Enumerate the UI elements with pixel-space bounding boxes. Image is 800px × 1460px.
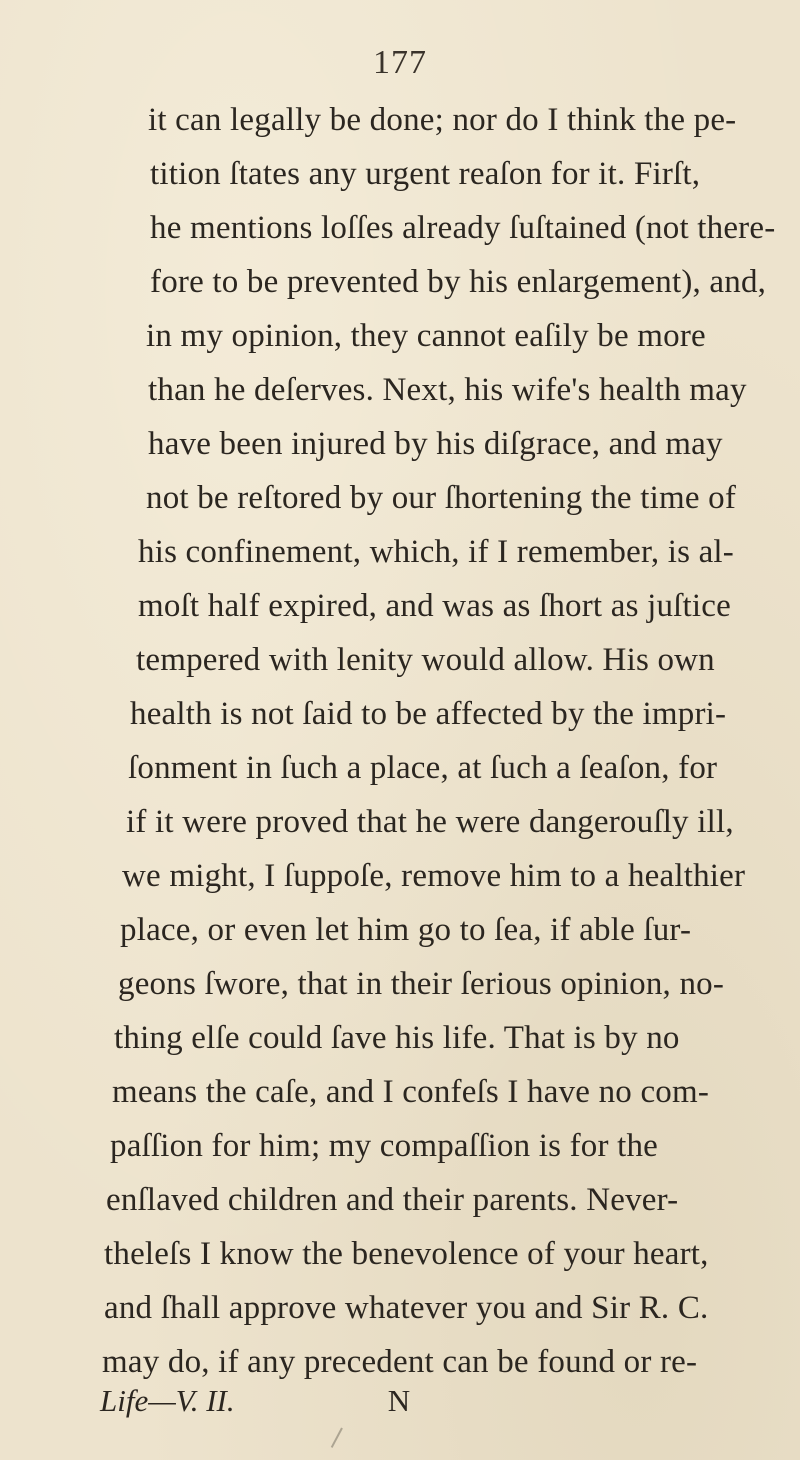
text-line: not be reſtored by our ſhortening the time of [146, 480, 737, 516]
text-line: moſt half expired, and was as ſhort as juſtice [138, 588, 731, 624]
text-line: he mentions loſſes already ſuſtained (not there- [150, 210, 776, 246]
text-line: than he deſerves. Next, his wife's health may [148, 372, 747, 408]
text-line: in my opinion, they cannot eaſily be more [146, 318, 706, 354]
text-line: fore to be prevented by his enlargement), and, [150, 264, 767, 300]
text-line: health is not ſaid to be affected by the impri- [130, 696, 727, 732]
text-line: paſſion for him; my compaſſion is for the [110, 1128, 659, 1164]
text-line: it can legally be done; nor do I think the pe- [148, 102, 737, 138]
text-line: tempered with lenity would allow. His own [136, 642, 715, 678]
text-line: tition ſtates any urgent reaſon for it. Firſt, [150, 156, 701, 192]
text-line: we might, I ſuppoſe, remove him to a healthier [122, 858, 746, 894]
text-line: theleſs I know the benevolence of your heart, [104, 1236, 709, 1272]
text-line: his confinement, which, if I remember, is al- [138, 534, 734, 570]
text-line: if it were proved that he were dangerouſly ill, [126, 804, 734, 840]
text-line: and ſhall approve whatever you and Sir R. C. [104, 1290, 709, 1326]
text-line: place, or even let him go to ſea, if able ſur- [120, 912, 692, 948]
ink-mark-decoration [331, 1428, 355, 1455]
signature-line [100, 1383, 410, 1419]
text-line: may do, if any precedent can be found or re- [102, 1344, 698, 1380]
text-line: geons ſwore, that in their ſerious opinion, no- [118, 966, 725, 1002]
text-line: enſlaved children and their parents. Never- [106, 1182, 679, 1218]
text-line: thing elſe could ſave his life. That is by no [114, 1020, 680, 1056]
text-line: ſonment in ſuch a place, at ſuch a ſeaſon, for [128, 750, 718, 786]
text-line: have been injured by his diſgrace, and may [148, 426, 723, 462]
page-number: 177 [373, 44, 427, 81]
text-line: means the caſe, and I confeſs I have no com- [112, 1074, 710, 1110]
signature-mark: N [387, 1383, 411, 1418]
volume-signature: Life—V. II. [100, 1383, 235, 1418]
